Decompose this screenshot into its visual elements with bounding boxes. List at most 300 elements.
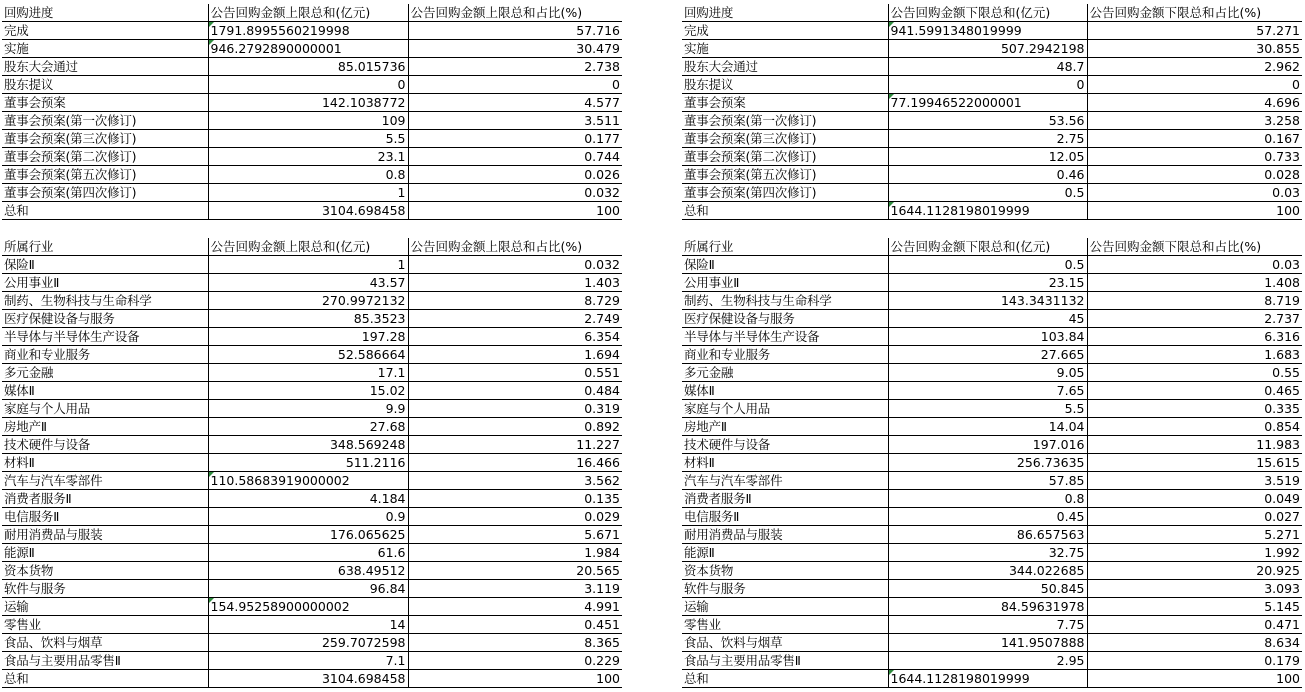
row-label-cell[interactable]: 商业和专业服务 [2,346,208,364]
row-label-cell[interactable]: 电信服务Ⅱ [2,508,208,526]
percent-cell[interactable]: 0.03 [1087,184,1302,202]
percent-cell[interactable]: 8.634 [1087,634,1302,652]
column-header[interactable]: 回购进度 [2,4,208,22]
row-label-cell[interactable]: 软件与服务 [682,580,888,598]
percent-cell[interactable]: 3.562 [408,472,622,490]
table-row [2,22,622,40]
column-header[interactable]: 回购进度 [682,4,888,22]
amount-cell[interactable]: 2.75 [888,130,1087,148]
row-label-cell[interactable]: 实施 [2,40,208,58]
table-row [2,598,622,616]
table-row [2,40,622,58]
amount-cell[interactable]: 17.1 [208,364,408,382]
table-row [2,184,622,202]
percent-cell[interactable]: 30.855 [1087,40,1302,58]
percent-cell[interactable]: 1.694 [408,346,622,364]
amount-cell[interactable]: 511.2116 [208,454,408,472]
table-row [682,526,1302,544]
percent-cell[interactable]: 6.354 [408,328,622,346]
table-row [682,76,1302,94]
column-header[interactable]: 公告回购金额下限总和占比(%) [1087,238,1302,256]
table-row [682,670,1302,688]
row-label-cell[interactable]: 制药、生物科技与生命科学 [2,292,208,310]
row-label-cell[interactable]: 食品、饮料与烟草 [2,634,208,652]
header-row [682,238,1302,256]
percent-cell[interactable]: 100 [1087,670,1302,688]
row-label-cell[interactable]: 多元金融 [682,364,888,382]
percent-cell[interactable]: 0.027 [1087,508,1302,526]
row-label-cell[interactable]: 完成 [2,22,208,40]
amount-cell[interactable]: 53.56 [888,112,1087,130]
percent-cell[interactable]: 6.316 [1087,328,1302,346]
amount-cell[interactable]: 103.84 [888,328,1087,346]
amount-cell[interactable]: 1644.1128198019999 [888,670,1087,688]
percent-cell[interactable]: 0.049 [1087,490,1302,508]
table-row [682,130,1302,148]
row-label-cell[interactable]: 媒体Ⅱ [2,382,208,400]
row-label-cell[interactable]: 技术硬件与设备 [682,436,888,454]
amount-cell[interactable]: 23.1 [208,148,408,166]
amount-cell[interactable]: 0.9 [208,508,408,526]
percent-cell[interactable]: 1.403 [408,274,622,292]
row-label-cell[interactable]: 董事会预案(第一次修订) [2,112,208,130]
amount-cell[interactable]: 52.586664 [208,346,408,364]
amount-cell[interactable]: 1 [208,256,408,274]
table-row [2,328,622,346]
row-label-cell[interactable]: 汽车与汽车零部件 [682,472,888,490]
column-header[interactable]: 公告回购金额上限总和(亿元) [208,238,408,256]
table-row [682,184,1302,202]
amount-cell[interactable]: 48.7 [888,58,1087,76]
percent-cell[interactable]: 0 [408,76,622,94]
amount-cell[interactable]: 142.1038772 [208,94,408,112]
amount-cell[interactable]: 14.04 [888,418,1087,436]
percent-cell[interactable]: 8.365 [408,634,622,652]
amount-cell[interactable]: 0 [208,76,408,94]
row-label-cell[interactable]: 半导体与半导体生产设备 [2,328,208,346]
row-label-cell[interactable]: 董事会预案(第五次修订) [2,166,208,184]
column-header[interactable]: 公告回购金额上限总和(亿元) [208,4,408,22]
table-row [2,472,622,490]
table-row [2,580,622,598]
table-row [2,652,622,670]
percent-cell[interactable]: 0.179 [1087,652,1302,670]
row-label-cell[interactable]: 消费者服务Ⅱ [682,490,888,508]
row-label-cell[interactable]: 资本货物 [682,562,888,580]
row-label-cell[interactable]: 多元金融 [2,364,208,382]
table-row [682,544,1302,562]
amount-cell[interactable]: 4.184 [208,490,408,508]
amount-cell[interactable]: 348.569248 [208,436,408,454]
amount-cell[interactable]: 197.016 [888,436,1087,454]
progress-lower-table [682,4,1302,220]
amount-cell[interactable]: 176.065625 [208,526,408,544]
table-row [2,670,622,688]
row-label-cell[interactable]: 董事会预案(第三次修订) [682,130,888,148]
percent-cell[interactable]: 5.145 [1087,598,1302,616]
row-label-cell[interactable]: 零售业 [682,616,888,634]
row-label-cell[interactable]: 房地产Ⅱ [2,418,208,436]
amount-cell[interactable]: 1791.8995560219998 [208,22,408,40]
table-row [2,634,622,652]
row-label-cell[interactable]: 股东大会通过 [2,58,208,76]
amount-cell[interactable]: 0.45 [888,508,1087,526]
row-label-cell[interactable]: 董事会预案 [2,94,208,112]
percent-cell[interactable]: 100 [408,670,622,688]
amount-cell[interactable]: 57.85 [888,472,1087,490]
row-label-cell[interactable]: 实施 [682,40,888,58]
row-label-cell[interactable]: 能源Ⅱ [682,544,888,562]
percent-cell[interactable]: 4.991 [408,598,622,616]
amount-cell[interactable]: 0.5 [888,256,1087,274]
table-row [2,202,622,220]
table-row [2,292,622,310]
table-row [2,274,622,292]
industry-upper-table [2,238,622,688]
row-label-cell[interactable]: 技术硬件与设备 [2,436,208,454]
column-header[interactable]: 所属行业 [682,238,888,256]
table-row [2,616,622,634]
row-label-cell[interactable]: 家庭与个人用品 [2,400,208,418]
amount-cell[interactable]: 0.8 [208,166,408,184]
amount-cell[interactable]: 85.015736 [208,58,408,76]
row-label-cell[interactable]: 运输 [682,598,888,616]
row-label-cell[interactable]: 董事会预案(第二次修订) [682,148,888,166]
table-row [682,328,1302,346]
percent-cell[interactable]: 0.744 [408,148,622,166]
amount-cell[interactable]: 32.75 [888,544,1087,562]
amount-cell[interactable]: 23.15 [888,274,1087,292]
amount-cell[interactable]: 344.022685 [888,562,1087,580]
row-label-cell[interactable]: 总和 [2,202,208,220]
amount-cell[interactable]: 941.5991348019999 [888,22,1087,40]
table-row [682,292,1302,310]
row-label-cell[interactable]: 软件与服务 [2,580,208,598]
row-label-cell[interactable]: 董事会预案(第一次修订) [682,112,888,130]
header-row [682,4,1302,22]
row-label-cell[interactable]: 材料Ⅱ [682,454,888,472]
row-label-cell[interactable]: 商业和专业服务 [682,346,888,364]
table-row [682,562,1302,580]
amount-cell[interactable]: 143.3431132 [888,292,1087,310]
amount-cell[interactable]: 0.8 [888,490,1087,508]
column-header[interactable]: 公告回购金额上限总和占比(%) [408,4,622,22]
amount-cell[interactable]: 43.57 [208,274,408,292]
table-row [682,202,1302,220]
percent-cell[interactable]: 11.983 [1087,436,1302,454]
amount-cell[interactable]: 50.845 [888,580,1087,598]
percent-cell[interactable]: 8.729 [408,292,622,310]
percent-cell[interactable]: 0.135 [408,490,622,508]
table-row [2,94,622,112]
percent-cell[interactable]: 2.962 [1087,58,1302,76]
amount-cell[interactable]: 77.19946522000001 [888,94,1087,112]
percent-cell[interactable]: 0.319 [408,400,622,418]
column-header[interactable]: 公告回购金额上限总和占比(%) [408,238,622,256]
table-row [2,454,622,472]
table-row [682,652,1302,670]
amount-cell[interactable]: 270.9972132 [208,292,408,310]
table-row [2,418,622,436]
industry-lower-table [682,238,1302,688]
table-row [682,634,1302,652]
table-row [2,562,622,580]
percent-cell[interactable]: 11.227 [408,436,622,454]
row-label-cell[interactable]: 消费者服务Ⅱ [2,490,208,508]
row-label-cell[interactable]: 股东大会通过 [682,58,888,76]
amount-cell[interactable]: 507.2942198 [888,40,1087,58]
column-header[interactable]: 所属行业 [2,238,208,256]
row-label-cell[interactable]: 董事会预案(第二次修订) [2,148,208,166]
percent-cell[interactable]: 0.167 [1087,130,1302,148]
table-row [682,58,1302,76]
table-row [2,148,622,166]
amount-cell[interactable]: 256.73635 [888,454,1087,472]
table-row [682,400,1302,418]
percent-cell[interactable]: 57.716 [408,22,622,40]
table-row [2,526,622,544]
percent-cell[interactable]: 3.119 [408,580,622,598]
table-row [2,166,622,184]
table-row [2,436,622,454]
amount-cell[interactable]: 9.9 [208,400,408,418]
percent-cell[interactable]: 2.749 [408,310,622,328]
amount-cell[interactable]: 259.7072598 [208,634,408,652]
percent-cell[interactable]: 3.511 [408,112,622,130]
amount-cell[interactable]: 85.3523 [208,310,408,328]
percent-cell[interactable]: 3.258 [1087,112,1302,130]
percent-cell[interactable]: 20.565 [408,562,622,580]
row-label-cell[interactable]: 总和 [682,202,888,220]
percent-cell[interactable]: 0.177 [408,130,622,148]
percent-cell[interactable]: 1.984 [408,544,622,562]
amount-cell[interactable]: 154.95258900000002 [208,598,408,616]
row-label-cell[interactable]: 运输 [2,598,208,616]
amount-cell[interactable]: 12.05 [888,148,1087,166]
table-row [682,454,1302,472]
table-row [2,346,622,364]
table-row [682,310,1302,328]
table-row [682,436,1302,454]
amount-cell[interactable]: 27.68 [208,418,408,436]
amount-cell[interactable]: 7.65 [888,382,1087,400]
table-row [682,418,1302,436]
amount-cell[interactable]: 5.5 [208,130,408,148]
header-row [2,4,622,22]
table-row [682,616,1302,634]
amount-cell[interactable]: 2.95 [888,652,1087,670]
percent-cell[interactable]: 0.028 [1087,166,1302,184]
table-row [682,346,1302,364]
percent-cell[interactable]: 15.615 [1087,454,1302,472]
percent-cell[interactable]: 100 [1087,202,1302,220]
row-label-cell[interactable]: 总和 [682,670,888,688]
amount-cell[interactable]: 3104.698458 [208,670,408,688]
row-label-cell[interactable]: 耐用消费品与服装 [2,526,208,544]
amount-cell[interactable]: 110.58683919000002 [208,472,408,490]
row-label-cell[interactable]: 董事会预案(第四次修订) [682,184,888,202]
column-header[interactable]: 公告回购金额下限总和占比(%) [1087,4,1302,22]
percent-cell[interactable]: 3.093 [1087,580,1302,598]
row-label-cell[interactable]: 公用事业Ⅱ [2,274,208,292]
percent-cell[interactable]: 0.733 [1087,148,1302,166]
table-row [2,112,622,130]
percent-cell[interactable]: 0.026 [408,166,622,184]
amount-cell[interactable]: 61.6 [208,544,408,562]
percent-cell[interactable]: 0.465 [1087,382,1302,400]
table-row [2,256,622,274]
row-label-cell[interactable]: 零售业 [2,616,208,634]
percent-cell[interactable]: 1.992 [1087,544,1302,562]
table-row [682,166,1302,184]
percent-cell[interactable]: 30.479 [408,40,622,58]
percent-cell[interactable]: 0.892 [408,418,622,436]
percent-cell[interactable]: 0.229 [408,652,622,670]
amount-cell[interactable]: 45 [888,310,1087,328]
progress-upper-table [2,4,622,220]
row-label-cell[interactable]: 家庭与个人用品 [682,400,888,418]
row-label-cell[interactable]: 董事会预案 [682,94,888,112]
table-row [2,76,622,94]
percent-cell[interactable]: 4.577 [408,94,622,112]
amount-cell[interactable]: 3104.698458 [208,202,408,220]
row-label-cell[interactable]: 股东提议 [2,76,208,94]
row-label-cell[interactable]: 能源Ⅱ [2,544,208,562]
row-label-cell[interactable]: 股东提议 [682,76,888,94]
amount-cell[interactable]: 638.49512 [208,562,408,580]
row-label-cell[interactable]: 医疗保健设备与服务 [682,310,888,328]
column-header[interactable]: 公告回购金额下限总和(亿元) [888,4,1087,22]
row-label-cell[interactable]: 食品与主要用品零售Ⅱ [2,652,208,670]
percent-cell[interactable]: 0.471 [1087,616,1302,634]
percent-cell[interactable]: 1.408 [1087,274,1302,292]
table-row [682,472,1302,490]
amount-cell[interactable]: 27.665 [888,346,1087,364]
row-label-cell[interactable]: 医疗保健设备与服务 [2,310,208,328]
row-label-cell[interactable]: 汽车与汽车零部件 [2,472,208,490]
table-row [682,490,1302,508]
table-row [682,508,1302,526]
table-row [682,364,1302,382]
amount-cell[interactable]: 0 [888,76,1087,94]
amount-cell[interactable]: 0.5 [888,184,1087,202]
table-row [2,364,622,382]
row-label-cell[interactable]: 房地产Ⅱ [682,418,888,436]
amount-cell[interactable]: 5.5 [888,400,1087,418]
percent-cell[interactable]: 0.335 [1087,400,1302,418]
table-row [2,130,622,148]
row-label-cell[interactable]: 资本货物 [2,562,208,580]
amount-cell[interactable]: 1 [208,184,408,202]
row-label-cell[interactable]: 保险Ⅱ [682,256,888,274]
percent-cell[interactable]: 0.032 [408,184,622,202]
percent-cell[interactable]: 8.719 [1087,292,1302,310]
percent-cell[interactable]: 4.696 [1087,94,1302,112]
amount-cell[interactable]: 7.1 [208,652,408,670]
table-row [2,508,622,526]
row-label-cell[interactable]: 保险Ⅱ [2,256,208,274]
row-label-cell[interactable]: 半导体与半导体生产设备 [682,328,888,346]
amount-cell[interactable]: 9.05 [888,364,1087,382]
table-row [682,94,1302,112]
percent-cell[interactable]: 5.671 [408,526,622,544]
table-row [682,40,1302,58]
row-label-cell[interactable]: 董事会预案(第五次修订) [682,166,888,184]
table-row [2,490,622,508]
percent-cell[interactable]: 0.55 [1087,364,1302,382]
amount-cell[interactable]: 96.84 [208,580,408,598]
table-row [682,22,1302,40]
percent-cell[interactable]: 0.029 [408,508,622,526]
percent-cell[interactable]: 0.854 [1087,418,1302,436]
amount-cell[interactable]: 84.59631978 [888,598,1087,616]
table-row [682,598,1302,616]
table-row [2,382,622,400]
amount-cell[interactable]: 1644.1128198019999 [888,202,1087,220]
row-label-cell[interactable]: 食品与主要用品零售Ⅱ [682,652,888,670]
row-label-cell[interactable]: 材料Ⅱ [2,454,208,472]
amount-cell[interactable]: 197.28 [208,328,408,346]
amount-cell[interactable]: 109 [208,112,408,130]
percent-cell[interactable]: 0.484 [408,382,622,400]
table-row [2,310,622,328]
header-row [2,238,622,256]
percent-cell[interactable]: 0.451 [408,616,622,634]
table-row [682,274,1302,292]
table-row [682,112,1302,130]
percent-cell[interactable]: 3.519 [1087,472,1302,490]
table-row [2,544,622,562]
percent-cell[interactable]: 0 [1087,76,1302,94]
row-label-cell[interactable]: 公用事业Ⅱ [682,274,888,292]
percent-cell[interactable]: 16.466 [408,454,622,472]
percent-cell[interactable]: 57.271 [1087,22,1302,40]
percent-cell[interactable]: 0.03 [1087,256,1302,274]
amount-cell[interactable]: 86.657563 [888,526,1087,544]
row-label-cell[interactable]: 媒体Ⅱ [682,382,888,400]
percent-cell[interactable]: 5.271 [1087,526,1302,544]
percent-cell[interactable]: 0.551 [408,364,622,382]
percent-cell[interactable]: 0.032 [408,256,622,274]
row-label-cell[interactable]: 董事会预案(第三次修订) [2,130,208,148]
table-row [682,382,1302,400]
percent-cell[interactable]: 2.738 [408,58,622,76]
percent-cell[interactable]: 1.683 [1087,346,1302,364]
percent-cell[interactable]: 2.737 [1087,310,1302,328]
percent-cell[interactable]: 100 [408,202,622,220]
row-label-cell[interactable]: 总和 [2,670,208,688]
table-row [682,148,1302,166]
row-label-cell[interactable]: 制药、生物科技与生命科学 [682,292,888,310]
table-row [2,58,622,76]
amount-cell[interactable]: 7.75 [888,616,1087,634]
table-row [2,400,622,418]
row-label-cell[interactable]: 耐用消费品与服装 [682,526,888,544]
amount-cell[interactable]: 0.46 [888,166,1087,184]
row-label-cell[interactable]: 电信服务Ⅱ [682,508,888,526]
row-label-cell[interactable]: 完成 [682,22,888,40]
row-label-cell[interactable]: 食品、饮料与烟草 [682,634,888,652]
column-header[interactable]: 公告回购金额下限总和(亿元) [888,238,1087,256]
percent-cell[interactable]: 20.925 [1087,562,1302,580]
table-row [682,256,1302,274]
amount-cell[interactable]: 14 [208,616,408,634]
table-row [682,580,1302,598]
row-label-cell[interactable]: 董事会预案(第四次修订) [2,184,208,202]
amount-cell[interactable]: 946.2792890000001 [208,40,408,58]
amount-cell[interactable]: 15.02 [208,382,408,400]
amount-cell[interactable]: 141.9507888 [888,634,1087,652]
